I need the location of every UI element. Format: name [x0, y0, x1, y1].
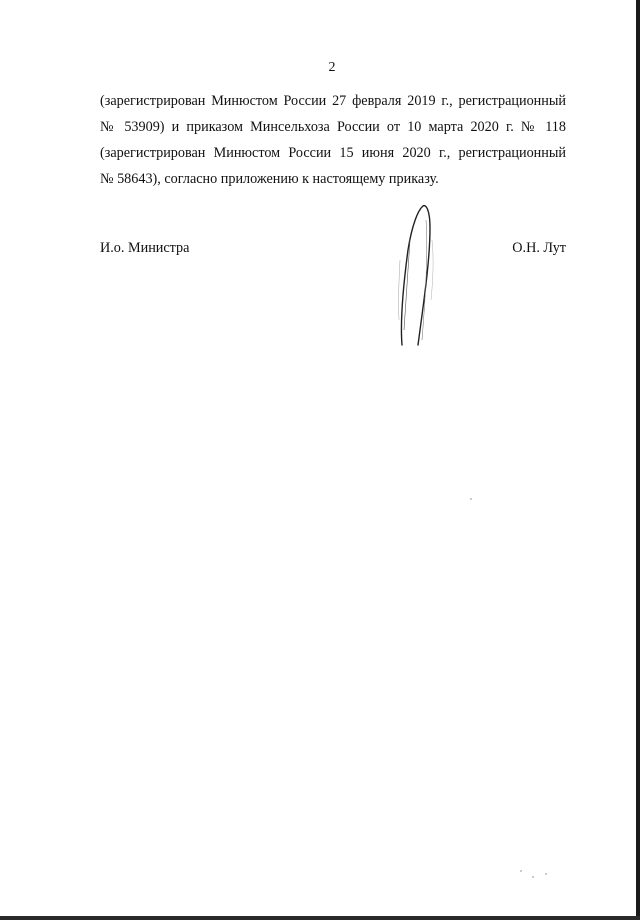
body-line: № 53909) и приказом Минсельхоза России от 10 марта 2020 г. № 118 [100, 119, 566, 135]
body-line: (зарегистрирован Минюстом России 15 июня 2020 г., регистрационный [100, 145, 566, 161]
scan-speck [520, 870, 522, 872]
body-line: № 58643), согласно приложению к настоящему приказу. [100, 171, 439, 187]
signer-title: И.о. Министра [100, 240, 190, 256]
body-paragraph [100, 88, 566, 192]
scan-speck [532, 876, 534, 878]
handwritten-signature-icon [390, 200, 450, 350]
body-line: (зарегистрирован Минюстом России 27 февраля 2019 г., регистрационный [100, 93, 566, 109]
scan-edge-bottom [0, 916, 640, 920]
page-number: 2 [328, 60, 336, 75]
scan-speck [470, 498, 472, 500]
scan-speck [545, 873, 547, 875]
scan-edge-right [636, 0, 640, 920]
signer-name: О.Н. Лут [512, 240, 566, 256]
